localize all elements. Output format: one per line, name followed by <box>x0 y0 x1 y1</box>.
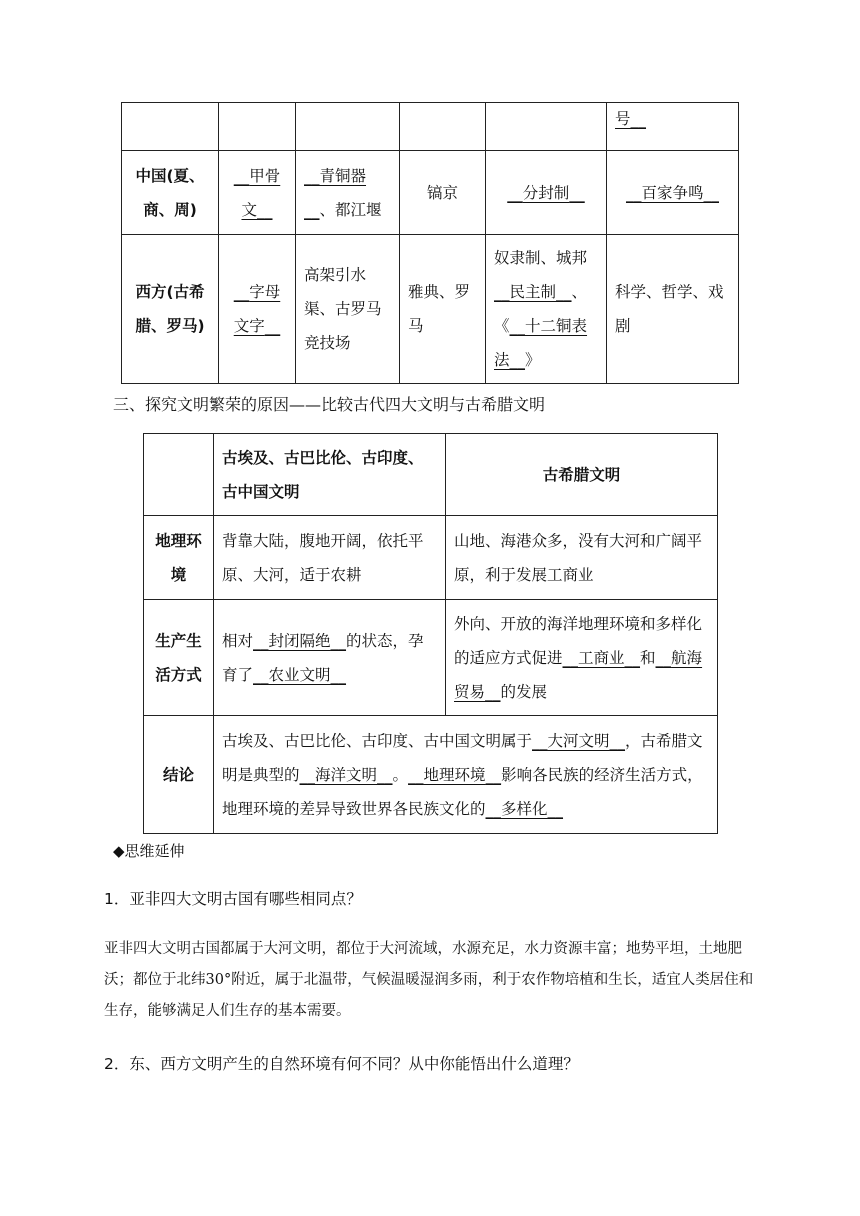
table-cell: __字母文字__ <box>219 235 296 384</box>
row-label: 生产生活方式 <box>144 600 214 716</box>
table-row <box>144 600 718 716</box>
table-cell: __百家争鸣__ <box>607 151 739 235</box>
table-cell: 外向、开放的海洋地理环境和多样化的适应方式促进__工商业__和__航海贸易__的发展 <box>446 600 718 716</box>
section-title: 三、探究文明繁荣的原因——比较古代四大文明与古希腊文明 <box>113 395 546 414</box>
table-row <box>144 434 718 516</box>
question-1: 1．亚非四大文明古国有哪些相同点？ <box>104 890 362 908</box>
table-cell: 相对__封闭隔绝__的状态，孕育了__农业文明__ <box>214 600 446 716</box>
row-label: 结论 <box>144 716 214 834</box>
table-cell: 号__ <box>607 103 739 151</box>
table-cell: 山地、海港众多，没有大河和广阔平原，利于发展工商业 <box>446 516 718 600</box>
comparison-table <box>143 433 718 834</box>
table-cell: __青铜器__、都江堰 <box>296 151 400 235</box>
header-cell: 古希腊文明 <box>446 434 718 516</box>
table-row <box>144 716 718 834</box>
table-cell: __甲骨文__ <box>219 151 296 235</box>
table-row <box>122 235 739 384</box>
table-row <box>122 103 739 151</box>
row-label-west: 西方(古希腊、罗马) <box>122 235 219 384</box>
civilization-table <box>121 102 739 384</box>
header-cell: 古埃及、古巴比伦、古印度、古中国文明 <box>214 434 446 516</box>
row-label: 地理环境 <box>144 516 214 600</box>
answer-1: 亚非四大文明古国都属于大河文明，都位于大河流域，水源充足，水力资源丰富；地势平坦，土地肥沃；都位于北纬30°附近，属于北温带，气候温暖湿润多雨，利于农作物培植和生长，适宜人类居住和生存，能够满足人们生存的基本需要。 <box>104 941 754 1019</box>
table-row <box>144 516 718 600</box>
table-cell: 高架引水渠、古罗马竞技场 <box>296 235 400 384</box>
table-cell: 古埃及、古巴比伦、古印度、古中国文明属于__大河文明__，古希腊文明是典型的__海洋文明__。__地理环境__影响各民族的经济生活方式，地理环境的差异导致世界各民族文化的__多样化__ <box>214 716 718 834</box>
table-cell: 奴隶制、城邦__民主制__、《__十二铜表法__》 <box>486 235 607 384</box>
row-label-china: 中国(夏、商、周) <box>122 151 219 235</box>
table-cell: 背靠大陆，腹地开阔，依托平原、大河，适于农耕 <box>214 516 446 600</box>
extend-title: ◆思维延伸 <box>113 842 185 860</box>
table-cell: 科学、哲学、戏剧 <box>607 235 739 384</box>
table-row <box>122 151 739 235</box>
table-cell: __分封制__ <box>486 151 607 235</box>
table-cell: 镐京 <box>400 151 486 235</box>
question-2: 2．东、西方文明产生的自然环境有何不同？从中你能悟出什么道理？ <box>104 1055 579 1073</box>
table-cell: 雅典、罗马 <box>400 235 486 384</box>
